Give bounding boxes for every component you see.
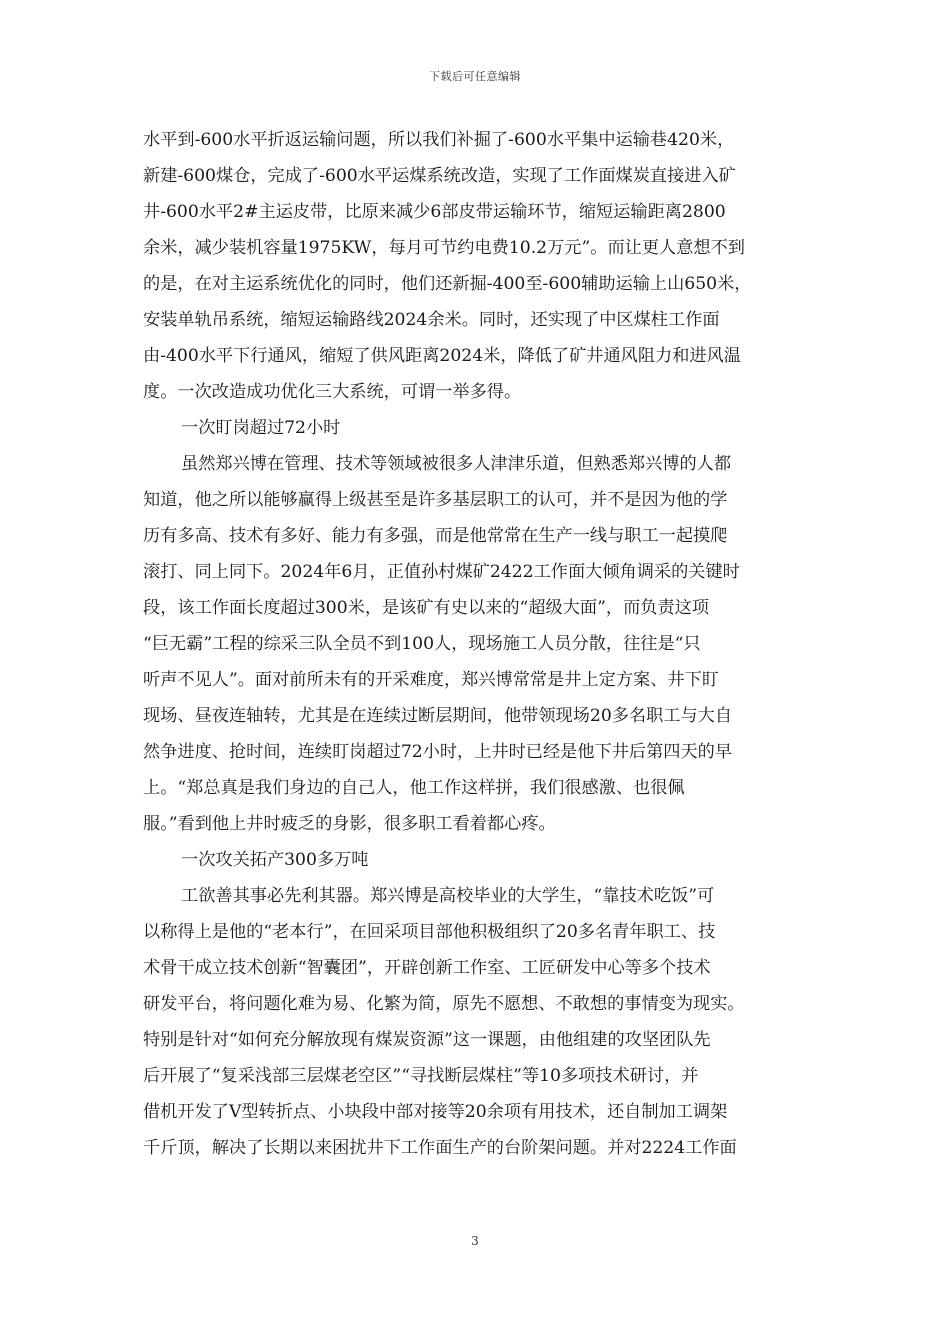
text-line: 后开展了“复采浅部三层煤老空区”“寻找断层煤柱”等10多项技术研讨，并 (143, 1066, 699, 1086)
text-line: 以称得上是他的“老本行”，在回采项目部他积极组织了20多名青年职工、技 (143, 922, 716, 942)
text-line: 借机开发了V型转折点、小块段中部对接等20余项有用技术，还自制加工调架 (143, 1102, 728, 1122)
text-line: 度。一次改造成功优化三大系统，可谓一举多得。 (143, 382, 522, 402)
text-line: 余米，减少装机容量1975KW，每月可节约电费10.2万元”。而让更人意想不到 (143, 238, 745, 258)
text-line: 术骨干成立技术创新“智囊团”，开辟创新工作室、工匠研发中心等多个技术 (143, 958, 711, 978)
text-line: 听声不见人”。面对前所未有的开采难度，郑兴博常常是井上定方案、井下盯 (143, 670, 719, 690)
section-heading: 一次攻关拓产300多万吨 (181, 850, 369, 870)
page-number: 3 (471, 1234, 479, 1248)
section-heading: 一次盯岗超过72小时 (181, 418, 341, 438)
text-line: 研发平台，将问题化难为易、化繁为简，原先不愿想、不敢想的事情变为现实。 (143, 994, 745, 1014)
paragraph-first-line: 工欲善其事必先利其器。郑兴博是高校毕业的大学生，“靠技术吃饭”可 (181, 886, 715, 906)
text-line: 千斤顶，解决了长期以来困扰井下工作面生产的台阶架问题。并对2224工作面 (143, 1138, 737, 1158)
text-line: 由-400水平下行通风，缩短了供风距离2024米，降低了矿井通风阻力和进风温 (143, 346, 741, 366)
text-line: 现场、昼夜连轴转，尤其是在连续过断层期间，他带领现场20多名职工与大自 (143, 706, 733, 726)
text-line: 特别是针对“如何充分解放现有煤炭资源”这一课题，由他组建的攻坚团队先 (143, 1030, 711, 1050)
text-line: 井-600水平2#主运皮带，比原来减少6部皮带运输环节，缩短运输距离2800 (143, 202, 726, 222)
page-header-note: 下载后可任意编辑 (429, 70, 521, 83)
text-line: 水平到-600水平折返运输问题，所以我们补掘了-600水平集中运输巷420米， (143, 130, 735, 150)
text-line: “巨无霸”工程的综采三队全员不到100人，现场施工人员分散，往往是“只 (143, 634, 701, 654)
text-line: 新建-600煤仓，完成了-600水平运煤系统改造，实现了工作面煤炭直接进入矿 (143, 166, 736, 186)
text-line: 然争进度、抢时间，连续盯岗超过72小时，上井时已经是他下井后第四天的早 (143, 742, 733, 762)
text-line: 服。”看到他上井时疲乏的身影，很多职工看着都心疼。 (143, 814, 556, 834)
text-line: 历有多高、技术有多好、能力有多强，而是他常常在生产一线与职工一起摸爬 (143, 526, 728, 546)
text-line: 安装单轨吊系统，缩短运输路线2024余米。同时，还实现了中区煤柱工作面 (143, 310, 720, 330)
text-line: 滚打、同上同下。2024年6月，正值孙村煤矿2422工作面大倾角调采的关键时 (143, 562, 740, 582)
text-line: 知道，他之所以能够赢得上级甚至是许多基层职工的认可，并不是因为他的学 (143, 490, 728, 510)
document-body (143, 122, 807, 1166)
text-line: 段，该工作面长度超过300米，是该矿有史以来的“超级大面”，而负责这项 (143, 598, 710, 618)
text-line: 上。“郑总真是我们身边的自己人，他工作这样拼，我们很感激、也很佩 (143, 778, 685, 798)
paragraph-first-line: 虽然郑兴博在管理、技术等领域被很多人津津乐道，但熟悉郑兴博的人都 (181, 454, 732, 474)
text-line: 的是，在对主运系统优化的同时，他们还新掘-400至-600辅助运输上山650米， (143, 274, 752, 294)
